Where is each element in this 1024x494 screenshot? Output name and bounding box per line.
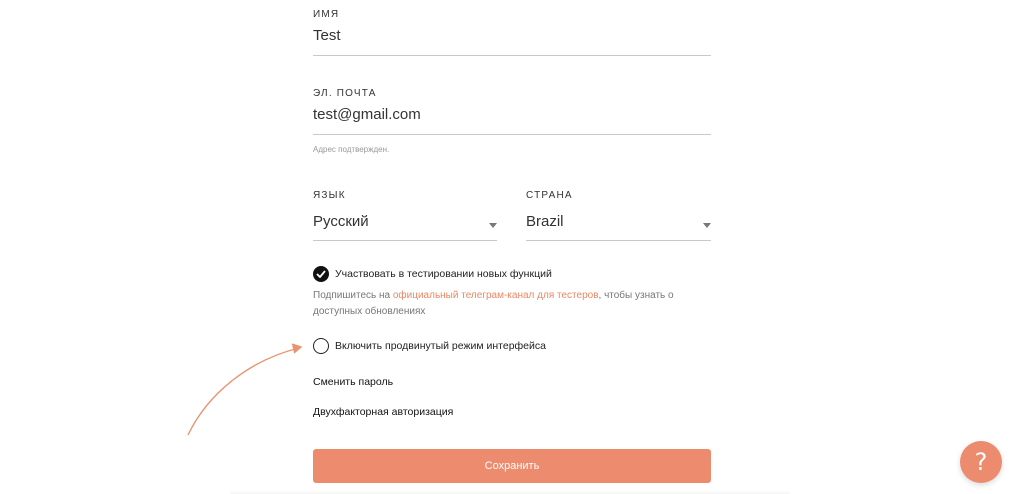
email-label: ЭЛ. ПОЧТА	[313, 88, 377, 99]
beta-option-label[interactable]: Участвовать в тестировании новых функций	[335, 268, 552, 280]
language-label: ЯЗЫК	[313, 190, 346, 201]
name-underline	[313, 55, 711, 56]
beta-note-after: , чтобы узнать о доступных обновлениях	[313, 290, 674, 317]
country-underline	[526, 240, 711, 241]
save-button[interactable]: Сохранить	[313, 449, 711, 483]
advanced-option-label[interactable]: Включить продвинутый режим интерфейса	[335, 340, 546, 352]
country-select[interactable]: Brazil	[526, 213, 564, 230]
language-underline	[313, 240, 497, 241]
two-factor-link[interactable]: Двухфакторная авторизация	[313, 406, 454, 418]
advanced-mode-checkbox[interactable]	[313, 338, 329, 354]
telegram-channel-link[interactable]: официальный телеграм-канал для тестеров	[392, 290, 599, 301]
name-input[interactable]: Test	[313, 27, 341, 44]
beta-checkbox[interactable]	[313, 266, 329, 282]
email-underline	[313, 134, 711, 135]
country-label: СТРАНА	[526, 190, 573, 201]
question-mark-icon[interactable]: ?	[960, 441, 1002, 483]
email-verified-hint: Адрес подтвержден.	[313, 145, 390, 154]
beta-note-before: Подпишитесь на	[313, 290, 393, 301]
change-password-link[interactable]: Сменить пароль	[313, 376, 394, 388]
chevron-down-icon[interactable]	[703, 223, 711, 228]
chevron-down-icon[interactable]	[489, 223, 497, 228]
beta-note	[313, 288, 693, 320]
bottom-shadow	[230, 490, 790, 494]
curved-arrow-icon	[180, 338, 310, 438]
name-label: ИМЯ	[313, 9, 340, 20]
language-select[interactable]: Русский	[313, 213, 369, 230]
checkmark-icon	[316, 270, 326, 278]
email-input[interactable]: test@gmail.com	[313, 106, 421, 123]
